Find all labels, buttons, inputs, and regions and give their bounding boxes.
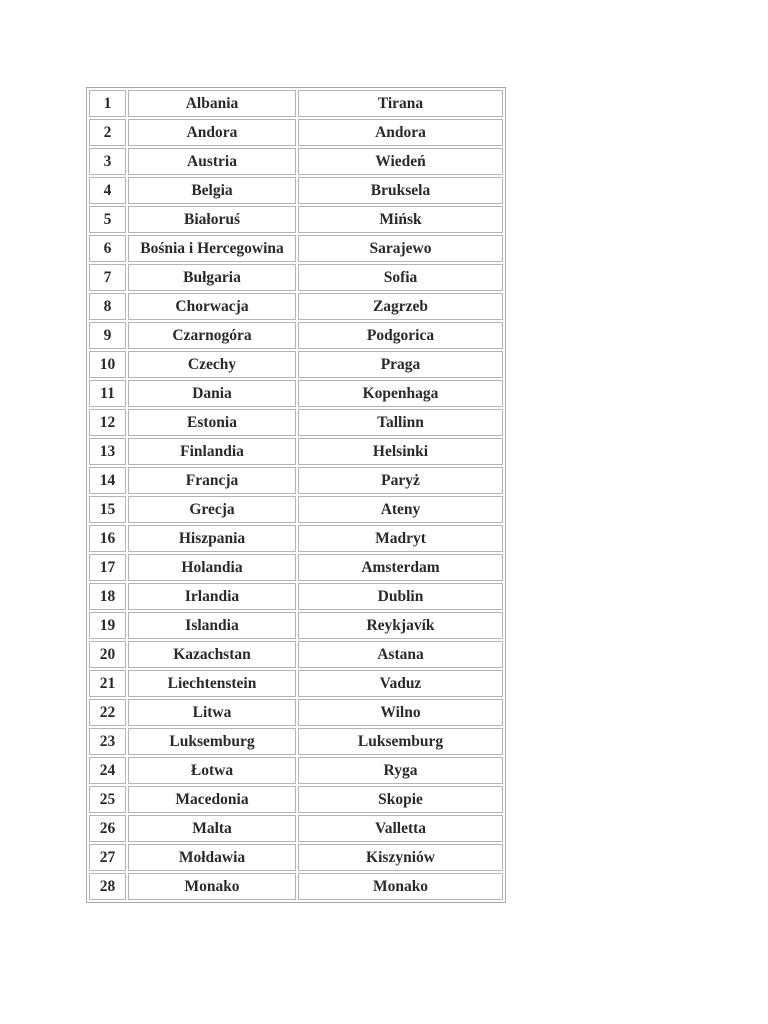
country-cell: Luksemburg [128,728,296,755]
capital-cell: Mińsk [298,206,503,233]
table-row [89,728,503,755]
table-row [89,757,503,784]
country-cell: Malta [128,815,296,842]
capital-cell: Luksemburg [298,728,503,755]
capital-cell: Andora [298,119,503,146]
table-row [89,293,503,320]
table-row [89,670,503,697]
capital-cell: Podgorica [298,322,503,349]
country-cell: Białoruś [128,206,296,233]
capital-cell: Sofia [298,264,503,291]
row-number-cell: 15 [89,496,126,523]
table-row [89,206,503,233]
capital-cell: Ateny [298,496,503,523]
row-number-cell: 4 [89,177,126,204]
country-cell: Dania [128,380,296,407]
country-cell: Estonia [128,409,296,436]
row-number-cell: 22 [89,699,126,726]
row-number-cell: 14 [89,467,126,494]
table-row [89,322,503,349]
row-number-cell: 10 [89,351,126,378]
capital-cell: Dublin [298,583,503,610]
country-cell: Andora [128,119,296,146]
row-number-cell: 25 [89,786,126,813]
table-row [89,409,503,436]
table-row [89,786,503,813]
country-cell: Islandia [128,612,296,639]
country-cell: Finlandia [128,438,296,465]
row-number-cell: 18 [89,583,126,610]
capital-cell: Kopenhaga [298,380,503,407]
table-row [89,815,503,842]
country-cell: Czarnogóra [128,322,296,349]
table-row [89,235,503,262]
countries-capitals-table [86,87,506,903]
country-cell: Francja [128,467,296,494]
row-number-cell: 16 [89,525,126,552]
row-number-cell: 2 [89,119,126,146]
row-number-cell: 21 [89,670,126,697]
table-row [89,873,503,900]
capital-cell: Paryż [298,467,503,494]
row-number-cell: 27 [89,844,126,871]
capital-cell: Tirana [298,90,503,117]
row-number-cell: 12 [89,409,126,436]
capital-cell: Ryga [298,757,503,784]
capital-cell: Madryt [298,525,503,552]
capital-cell: Kiszyniów [298,844,503,871]
capital-cell: Amsterdam [298,554,503,581]
capital-cell: Valletta [298,815,503,842]
row-number-cell: 17 [89,554,126,581]
row-number-cell: 7 [89,264,126,291]
capital-cell: Helsinki [298,438,503,465]
country-cell: Bułgaria [128,264,296,291]
table-row [89,699,503,726]
table-row [89,148,503,175]
table-row [89,438,503,465]
table-row [89,844,503,871]
country-cell: Irlandia [128,583,296,610]
table-row [89,583,503,610]
country-cell: Liechtenstein [128,670,296,697]
table-row [89,119,503,146]
row-number-cell: 23 [89,728,126,755]
row-number-cell: 20 [89,641,126,668]
capital-cell: Sarajewo [298,235,503,262]
country-cell: Albania [128,90,296,117]
table-row [89,264,503,291]
table-row [89,380,503,407]
row-number-cell: 9 [89,322,126,349]
country-cell: Belgia [128,177,296,204]
table-row [89,554,503,581]
row-number-cell: 5 [89,206,126,233]
table-body [89,90,503,900]
table-row [89,612,503,639]
capital-cell: Bruksela [298,177,503,204]
row-number-cell: 1 [89,90,126,117]
country-cell: Mołdawia [128,844,296,871]
country-cell: Monako [128,873,296,900]
row-number-cell: 11 [89,380,126,407]
row-number-cell: 13 [89,438,126,465]
row-number-cell: 3 [89,148,126,175]
country-cell: Macedonia [128,786,296,813]
table-row [89,90,503,117]
country-cell: Chorwacja [128,293,296,320]
capital-cell: Vaduz [298,670,503,697]
table-row [89,351,503,378]
country-cell: Holandia [128,554,296,581]
country-cell: Bośnia i Hercegowina [128,235,296,262]
country-cell: Austria [128,148,296,175]
country-cell: Grecja [128,496,296,523]
row-number-cell: 6 [89,235,126,262]
country-cell: Litwa [128,699,296,726]
row-number-cell: 26 [89,815,126,842]
table-row [89,496,503,523]
country-cell: Hiszpania [128,525,296,552]
capital-cell: Praga [298,351,503,378]
row-number-cell: 28 [89,873,126,900]
capital-cell: Skopie [298,786,503,813]
country-cell: Kazachstan [128,641,296,668]
capital-cell: Zagrzeb [298,293,503,320]
row-number-cell: 8 [89,293,126,320]
capital-cell: Wiedeń [298,148,503,175]
table-row [89,641,503,668]
country-cell: Czechy [128,351,296,378]
capital-cell: Astana [298,641,503,668]
country-cell: Łotwa [128,757,296,784]
row-number-cell: 19 [89,612,126,639]
table-row [89,525,503,552]
capital-cell: Wilno [298,699,503,726]
table-row [89,177,503,204]
capital-cell: Monako [298,873,503,900]
capital-cell: Tallinn [298,409,503,436]
table-row [89,467,503,494]
row-number-cell: 24 [89,757,126,784]
capital-cell: Reykjavík [298,612,503,639]
